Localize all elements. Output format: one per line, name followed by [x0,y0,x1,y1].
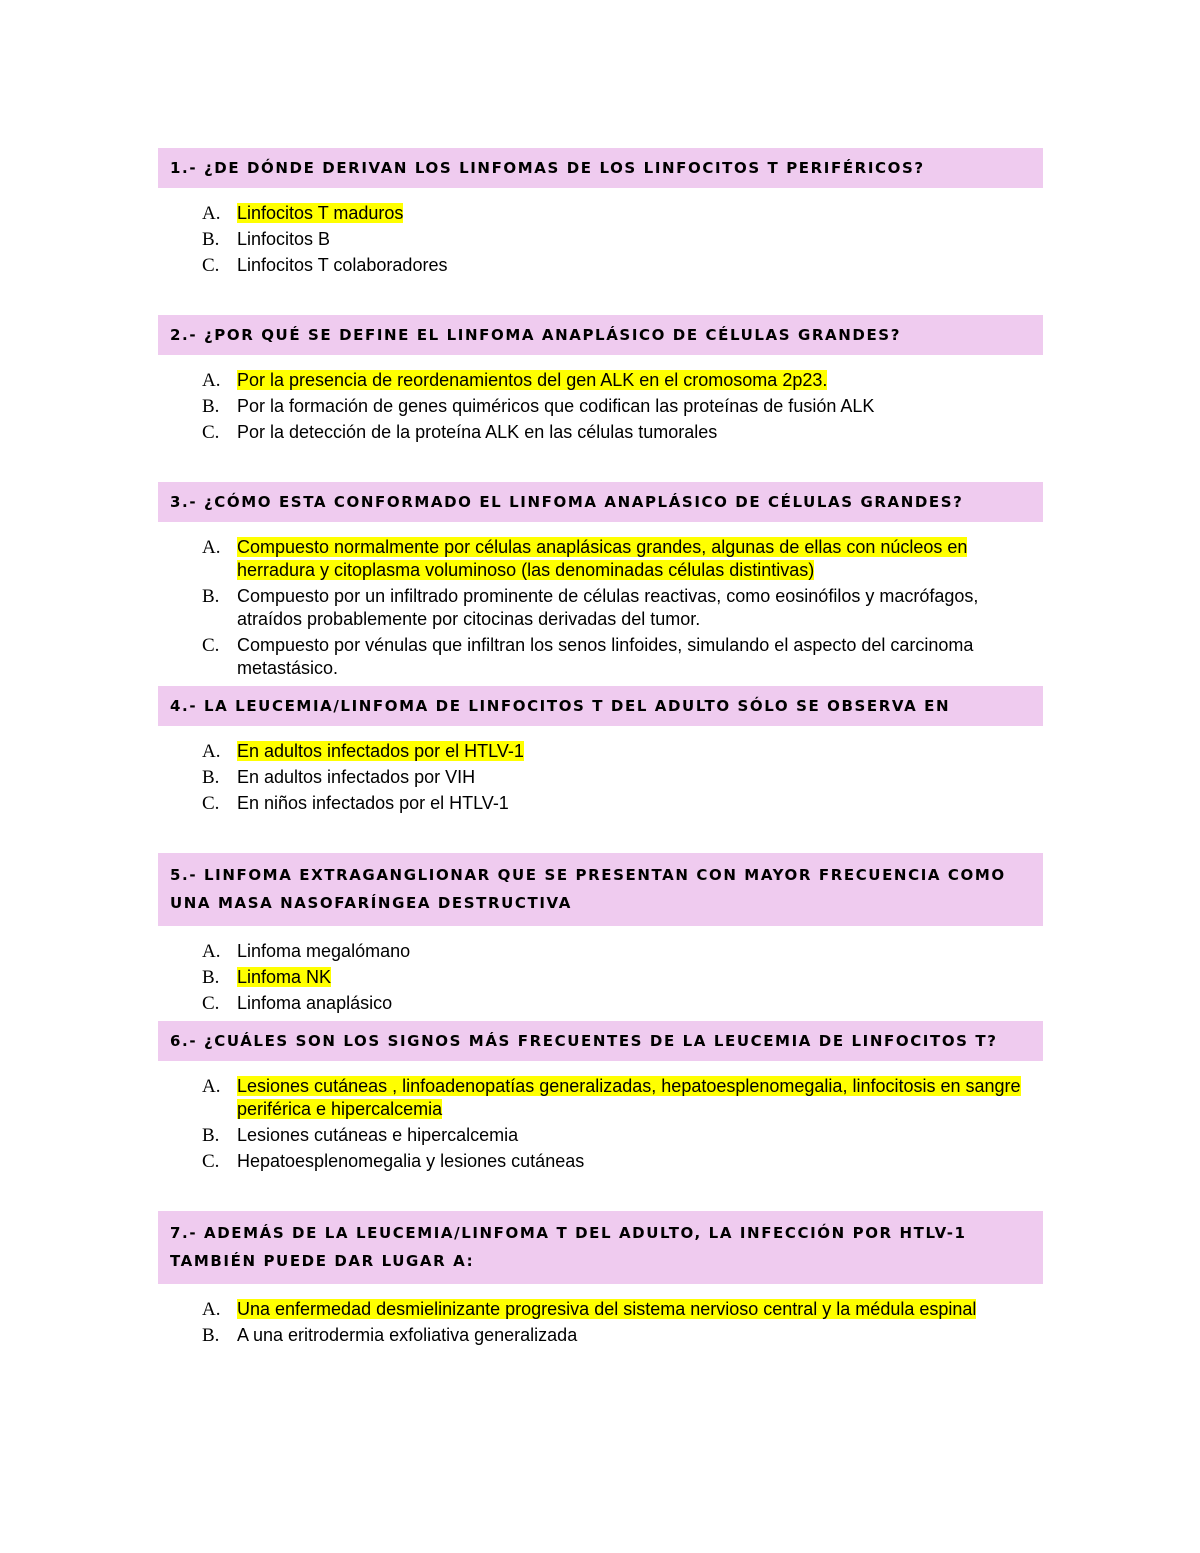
option-text: A una eritrodermia exfoliativa generalizada [237,1325,578,1345]
option-letter: B. [202,967,220,988]
question-title: 3.- ¿CÓMO ESTA CONFORMADO EL LINFOMA ANAPLÁSICO DE CÉLULAS GRANDES? [158,482,1043,522]
question-title: 7.- ADEMÁS DE LA LEUCEMIA/LINFOMA T DEL ADULTO, LA INFECCIÓN POR HTLV-1 TAMBIÉN PUEDE DAR LUGAR A: [158,1211,1043,1284]
option-c [158,792,1043,815]
option-text: Compuesto por vénulas que infiltran los senos linfoides, simulando el aspecto del carcinoma metastásico. [237,635,974,678]
option-text: En adultos infectados por VIH [237,767,476,787]
option-letter: A. [202,1299,221,1320]
option-letter: B. [202,586,220,607]
option-b [158,1124,1043,1147]
option-b [158,395,1043,418]
option-text-highlighted: Por la presencia de reordenamientos del gen ALK en el cromosoma 2p23. [237,370,828,390]
option-b [158,585,1043,631]
option-a [158,202,1043,225]
option-text: Por la detección de la proteína ALK en las células tumorales [237,422,718,442]
option-text: Linfoma anaplásico [237,993,393,1013]
question-7 [158,1211,1043,1347]
quiz-document [158,148,1043,1350]
question-1 [158,148,1043,277]
option-letter: C. [202,635,220,656]
option-letter: B. [202,1325,220,1346]
options-list [158,202,1043,277]
option-letter: B. [202,396,220,417]
option-letter: A. [202,741,221,762]
option-letter: A. [202,203,221,224]
question-5 [158,853,1043,1015]
question-title: 6.- ¿CUÁLES SON LOS SIGNOS MÁS FRECUENTES DE LA LEUCEMIA DE LINFOCITOS T? [158,1021,1043,1061]
options-list [158,536,1043,680]
options-list [158,1075,1043,1173]
question-title: 1.- ¿DE DÓNDE DERIVAN LOS LINFOMAS DE LOS LINFOCITOS T PERIFÉRICOS? [158,148,1043,188]
question-4 [158,686,1043,815]
option-text-highlighted: Compuesto normalmente por células anaplásicas grandes, algunas de ellas con núcleos en herradura y citoplasma voluminoso (las denominadas células distintivas) [237,537,968,580]
option-b [158,228,1043,251]
option-text: En niños infectados por el HTLV-1 [237,793,509,813]
options-list [158,740,1043,815]
option-text: Linfoma megalómano [237,941,411,961]
option-letter: A. [202,370,221,391]
option-letter: B. [202,229,220,250]
question-title: 4.- LA LEUCEMIA/LINFOMA DE LINFOCITOS T DEL ADULTO SÓLO SE OBSERVA EN [158,686,1043,726]
option-letter: C. [202,993,220,1014]
option-letter: C. [202,793,220,814]
options-list [158,940,1043,1015]
option-letter: C. [202,1151,220,1172]
option-a [158,940,1043,963]
option-letter: A. [202,1076,221,1097]
option-text: Lesiones cutáneas e hipercalcemia [237,1125,519,1145]
option-c [158,1150,1043,1173]
question-title: 5.- LINFOMA EXTRAGANGLIONAR QUE SE PRESENTAN CON MAYOR FRECUENCIA COMO UNA MASA NASOFARÍNGEA DESTRUCTIVA [158,853,1043,926]
option-text-highlighted: Linfocitos T maduros [237,203,404,223]
option-text: Por la formación de genes quiméricos que codifican las proteínas de fusión ALK [237,396,875,416]
option-text: Linfocitos B [237,229,331,249]
option-a [158,740,1043,763]
option-letter: C. [202,255,220,276]
option-b [158,766,1043,789]
option-c [158,254,1043,277]
option-text: Linfocitos T colaboradores [237,255,448,275]
question-6 [158,1021,1043,1173]
option-letter: A. [202,941,221,962]
option-b [158,966,1043,989]
options-list [158,1298,1043,1347]
question-2 [158,315,1043,444]
option-letter: A. [202,537,221,558]
option-letter: C. [202,422,220,443]
option-text-highlighted: Una enfermedad desmielinizante progresiva del sistema nervioso central y la médula espinal [237,1299,977,1319]
option-letter: B. [202,1125,220,1146]
option-letter: B. [202,767,220,788]
option-c [158,634,1043,680]
options-list [158,369,1043,444]
option-text-highlighted: En adultos infectados por el HTLV-1 [237,741,524,761]
option-a [158,1075,1043,1121]
option-text-highlighted: Linfoma NK [237,967,332,987]
option-c [158,421,1043,444]
option-b [158,1324,1043,1347]
option-a [158,1298,1043,1321]
option-a [158,369,1043,392]
option-text-highlighted: Lesiones cutáneas , linfoadenopatías generalizadas, hepatoesplenomegalia, linfocitosis en sangre periférica e hipercalcemia [237,1076,1021,1119]
option-text: Hepatoesplenomegalia y lesiones cutáneas [237,1151,585,1171]
option-a [158,536,1043,582]
option-c [158,992,1043,1015]
question-3 [158,482,1043,680]
question-title: 2.- ¿POR QUÉ SE DEFINE EL LINFOMA ANAPLÁSICO DE CÉLULAS GRANDES? [158,315,1043,355]
option-text: Compuesto por un infiltrado prominente de células reactivas, como eosinófilos y macrófagos, atraídos probablemente por citocinas derivadas del tumor. [237,586,979,629]
